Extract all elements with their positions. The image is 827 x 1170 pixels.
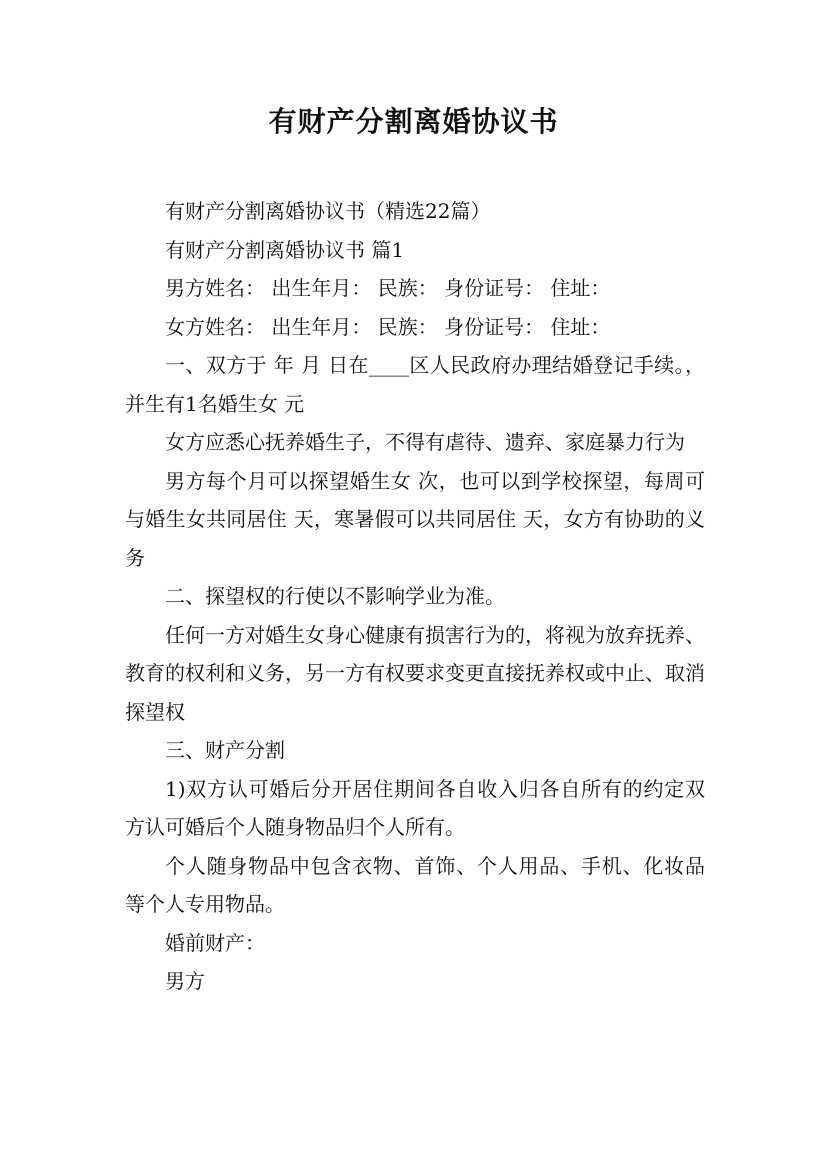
clause-custody-duty: 女方应悉心抚养婚生子，不得有虐待、遗弃、家庭暴力行为 bbox=[165, 430, 685, 454]
male-party-label: 男方 bbox=[165, 969, 205, 993]
clause-harm-forfeiture: 任何一方对婚生女身心健康有损害行为的，将视为放弃抚养、教育的权利和义务，另一方有权要求变更直接抚养权或中止、取消探望权 bbox=[125, 622, 705, 724]
clause-visitation: 男方每个月可以探望婚生女 次，也可以到学校探望，每周可与婚生女共同居住 天，寒暑假可以共同居住 天，女方有协助的义务 bbox=[125, 468, 705, 570]
document-title: 有财产分割离婚协议书 bbox=[268, 105, 559, 138]
premarital-property-heading: 婚前财产： bbox=[165, 930, 265, 955]
document-body bbox=[125, 192, 712, 1001]
clause-marriage-registration: 一、双方于 年 月 日在____区人民政府办理结婚登记手续。，并生有1名婚生女 元 bbox=[125, 353, 705, 416]
clause-personal-items: 个人随身物品中包含衣物、首饰、个人用品、手机、化妆品 等个人专用物品。 bbox=[125, 853, 712, 916]
female-party-info: 女方姓名： 出生年月： 民族： 身份证号： 住址： bbox=[165, 314, 611, 339]
section-property-division: 三、财产分割 bbox=[165, 738, 285, 762]
clause-income-ownership: 1)双方认可婚后分开居住期间各自收入归各自所有的约定双方认可婚后个人随身物品归个人所有。 bbox=[125, 776, 705, 839]
male-party-info: 男方姓名： 出生年月： 民族： 身份证号： 住址： bbox=[165, 276, 611, 300]
heading-selection: 有财产分割离婚协议书（精选22篇） bbox=[165, 199, 491, 223]
heading-part-1: 有财产分割离婚协议书 篇1 bbox=[165, 237, 405, 262]
section-visitation-rights: 二、探望权的行使以不影响学业为准。 bbox=[165, 584, 505, 608]
